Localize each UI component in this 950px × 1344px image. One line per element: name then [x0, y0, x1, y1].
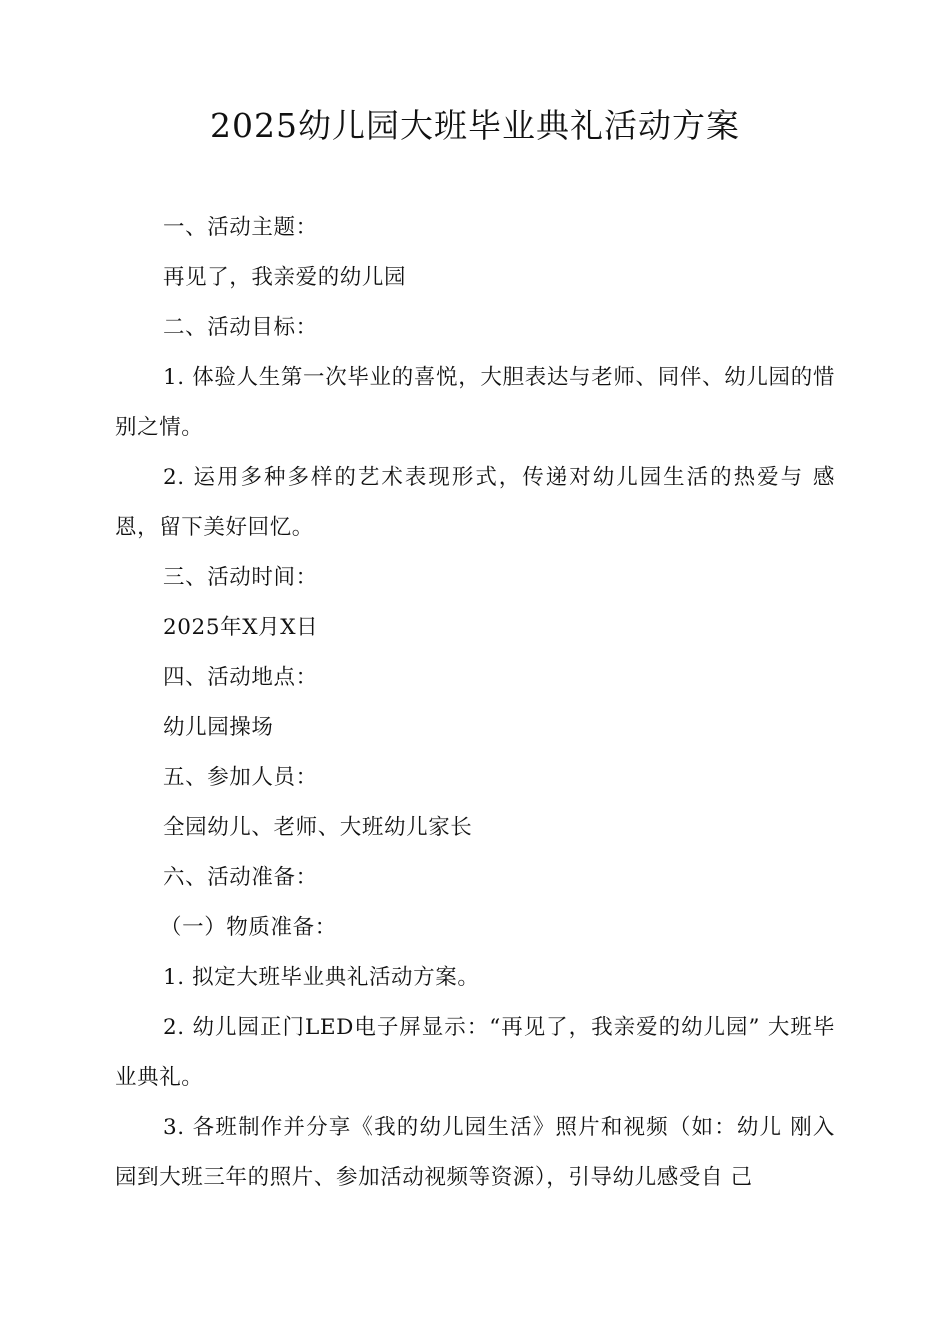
paragraph-theme: 再见了，我亲爱的幼儿园 [163, 265, 407, 290]
paragraph-material-2: 2. 幼儿园正门LED电子屏显示：“再见了，我亲爱的幼儿园” 大班毕业典礼。 [115, 1015, 835, 1090]
paragraph-material-3: 3. 各班制作并分享《我的幼儿园生活》照片和视频（如：幼儿 刚入园到大班三年的照片、参加活动视频等资源），引导幼儿感受自 己 [115, 1115, 835, 1190]
paragraph-goal-2: 2. 运用多种多样的艺术表现形式，传递对幼儿园生活的热爱与 感恩，留下美好回忆。 [115, 465, 835, 540]
section-heading-location: 四、活动地点： [163, 665, 318, 690]
paragraph-goal-1: 1. 体验人生第一次毕业的喜悦，大胆表达与老师、同伴、幼儿园的惜别之情。 [115, 365, 835, 440]
subsection-heading-materials: （一）物质准备： [160, 915, 337, 940]
paragraph-participants: 全园幼儿、老师、大班幼儿家长 [163, 815, 473, 840]
section-heading-theme: 一、活动主题： [163, 215, 318, 240]
paragraph-location: 幼儿园操场 [163, 715, 274, 740]
section-heading-goals: 二、活动目标： [163, 315, 318, 340]
document-title: 2025幼儿园大班毕业典礼活动方案 [210, 106, 740, 145]
document-body [115, 203, 835, 1203]
paragraph-material-1: 1. 拟定大班毕业典礼活动方案。 [163, 965, 480, 990]
paragraph-time: 2025年X月X日 [163, 615, 319, 640]
section-heading-time: 三、活动时间： [163, 565, 318, 590]
section-heading-preparation: 六、活动准备： [163, 865, 318, 890]
section-heading-participants: 五、参加人员： [163, 765, 318, 790]
